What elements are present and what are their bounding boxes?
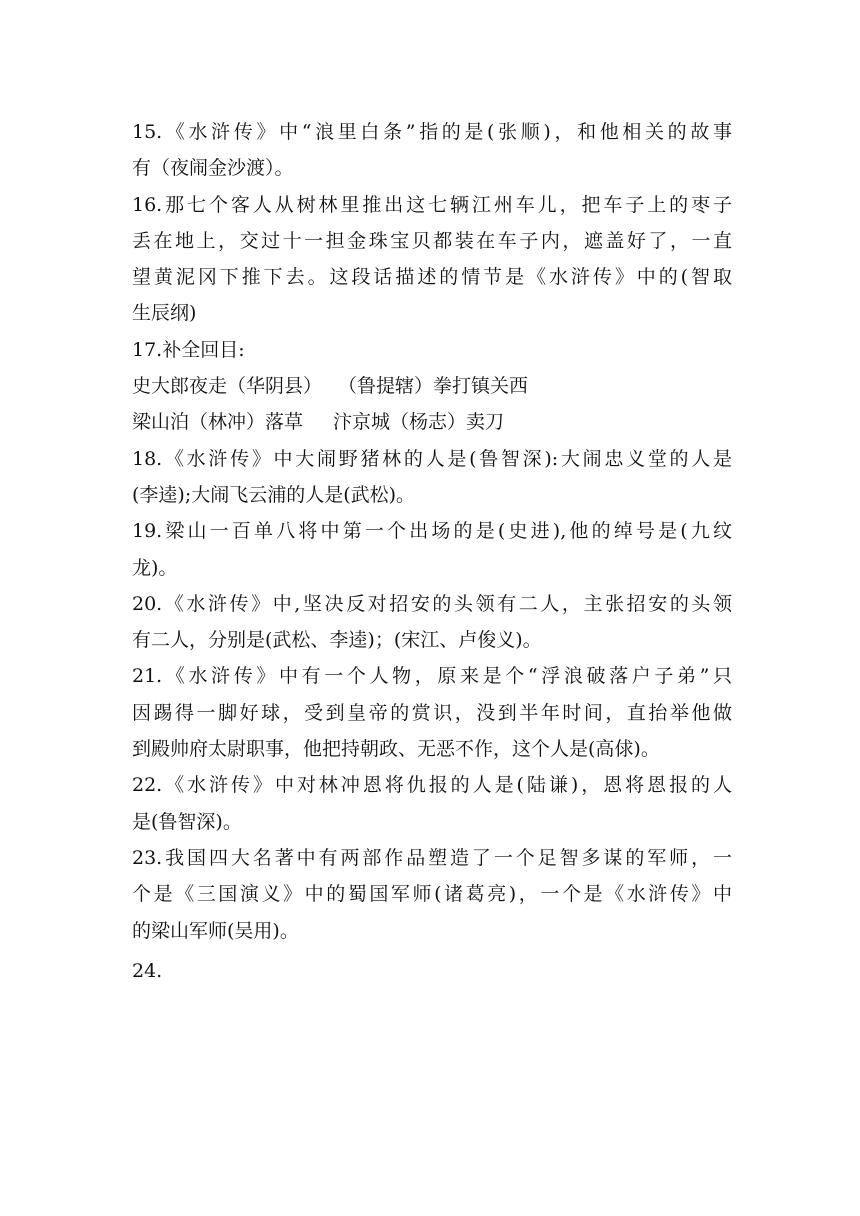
question-20 — [132, 586, 732, 659]
text-line: (李逵);大闹飞云浦的人是(武松)。 — [132, 483, 416, 506]
text-line: 望黄泥冈下推下去。这段话描述的情节是《水浒传》中的(智取 — [132, 266, 732, 289]
text-line: 龙)。 — [132, 556, 178, 579]
chapter-title-pair — [132, 368, 732, 404]
chapter-title: 史大郎夜走（华阴县） — [132, 375, 323, 398]
text-line: 个是《三国演义》中的蜀国军师(诸葛亮)，一个是《水浒传》中 — [132, 883, 732, 906]
question-heading: 17.补全回目: — [132, 338, 245, 361]
question-22 — [132, 767, 732, 840]
chapter-title: （鲁提辖）拳打镇关西 — [338, 375, 529, 398]
text-line: 的梁山军师(吴用)。 — [132, 919, 299, 942]
text-line: 20.《水浒传》中,坚决反对招安的头领有二人，主张招安的头领 — [132, 592, 732, 615]
text-line: 24. — [132, 959, 163, 982]
question-19 — [132, 513, 732, 586]
question-23 — [132, 840, 732, 949]
question-15 — [132, 114, 732, 187]
text-line: 丢在地上，交过十一担金珠宝贝都装在车子内，遮盖好了，一直 — [132, 229, 732, 252]
question-21 — [132, 658, 732, 767]
text-line: 19.梁山一百单八将中第一个出场的是(史进),他的绰号是(九纹 — [132, 520, 732, 543]
text-line: 21.《水浒传》中有一个人物，原来是个“浮浪破落户子弟”只 — [132, 665, 732, 688]
document-body — [132, 114, 732, 989]
question-24 — [132, 953, 732, 989]
text-line: 生辰纲) — [132, 302, 197, 325]
text-line: 有二人，分别是(武松、李逵)；(宋江、卢俊义)。 — [132, 629, 542, 652]
question-17 — [132, 332, 732, 441]
text-line: 因踢得一脚好球，受到皇帝的赏识，没到半年时间，直抬举他做 — [132, 701, 732, 724]
question-18 — [132, 441, 732, 514]
text-line: 16.那七个客人从树林里推出这七辆江州车儿，把车子上的枣子 — [132, 193, 732, 216]
text-line: 是(鲁智深)。 — [132, 810, 242, 833]
chapter-title: 汴京城（杨志）卖刀 — [333, 411, 505, 434]
text-line: 15.《水浒传》中“浪里白条”指的是(张顺)，和他相关的故事 — [132, 121, 732, 143]
text-line: 有（夜闹金沙渡）。 — [132, 157, 294, 180]
text-line: 18.《水浒传》中大闹野猪林的人是(鲁智深):大闹忠义堂的人是 — [132, 447, 732, 470]
text-line: 22.《水浒传》中对林冲恩将仇报的人是(陆谦)，恩将恩报的人 — [132, 774, 732, 797]
text-line: 到殿帅府太尉职事，他把持朝政、无恶不作，这个人是(高俅)。 — [132, 738, 660, 761]
text-line: 23.我国四大名著中有两部作品塑造了一个足智多谋的军师，一 — [132, 846, 732, 869]
chapter-title: 梁山泊（林冲）落草 — [132, 411, 304, 434]
chapter-title-pair — [132, 404, 732, 440]
question-16 — [132, 187, 732, 332]
